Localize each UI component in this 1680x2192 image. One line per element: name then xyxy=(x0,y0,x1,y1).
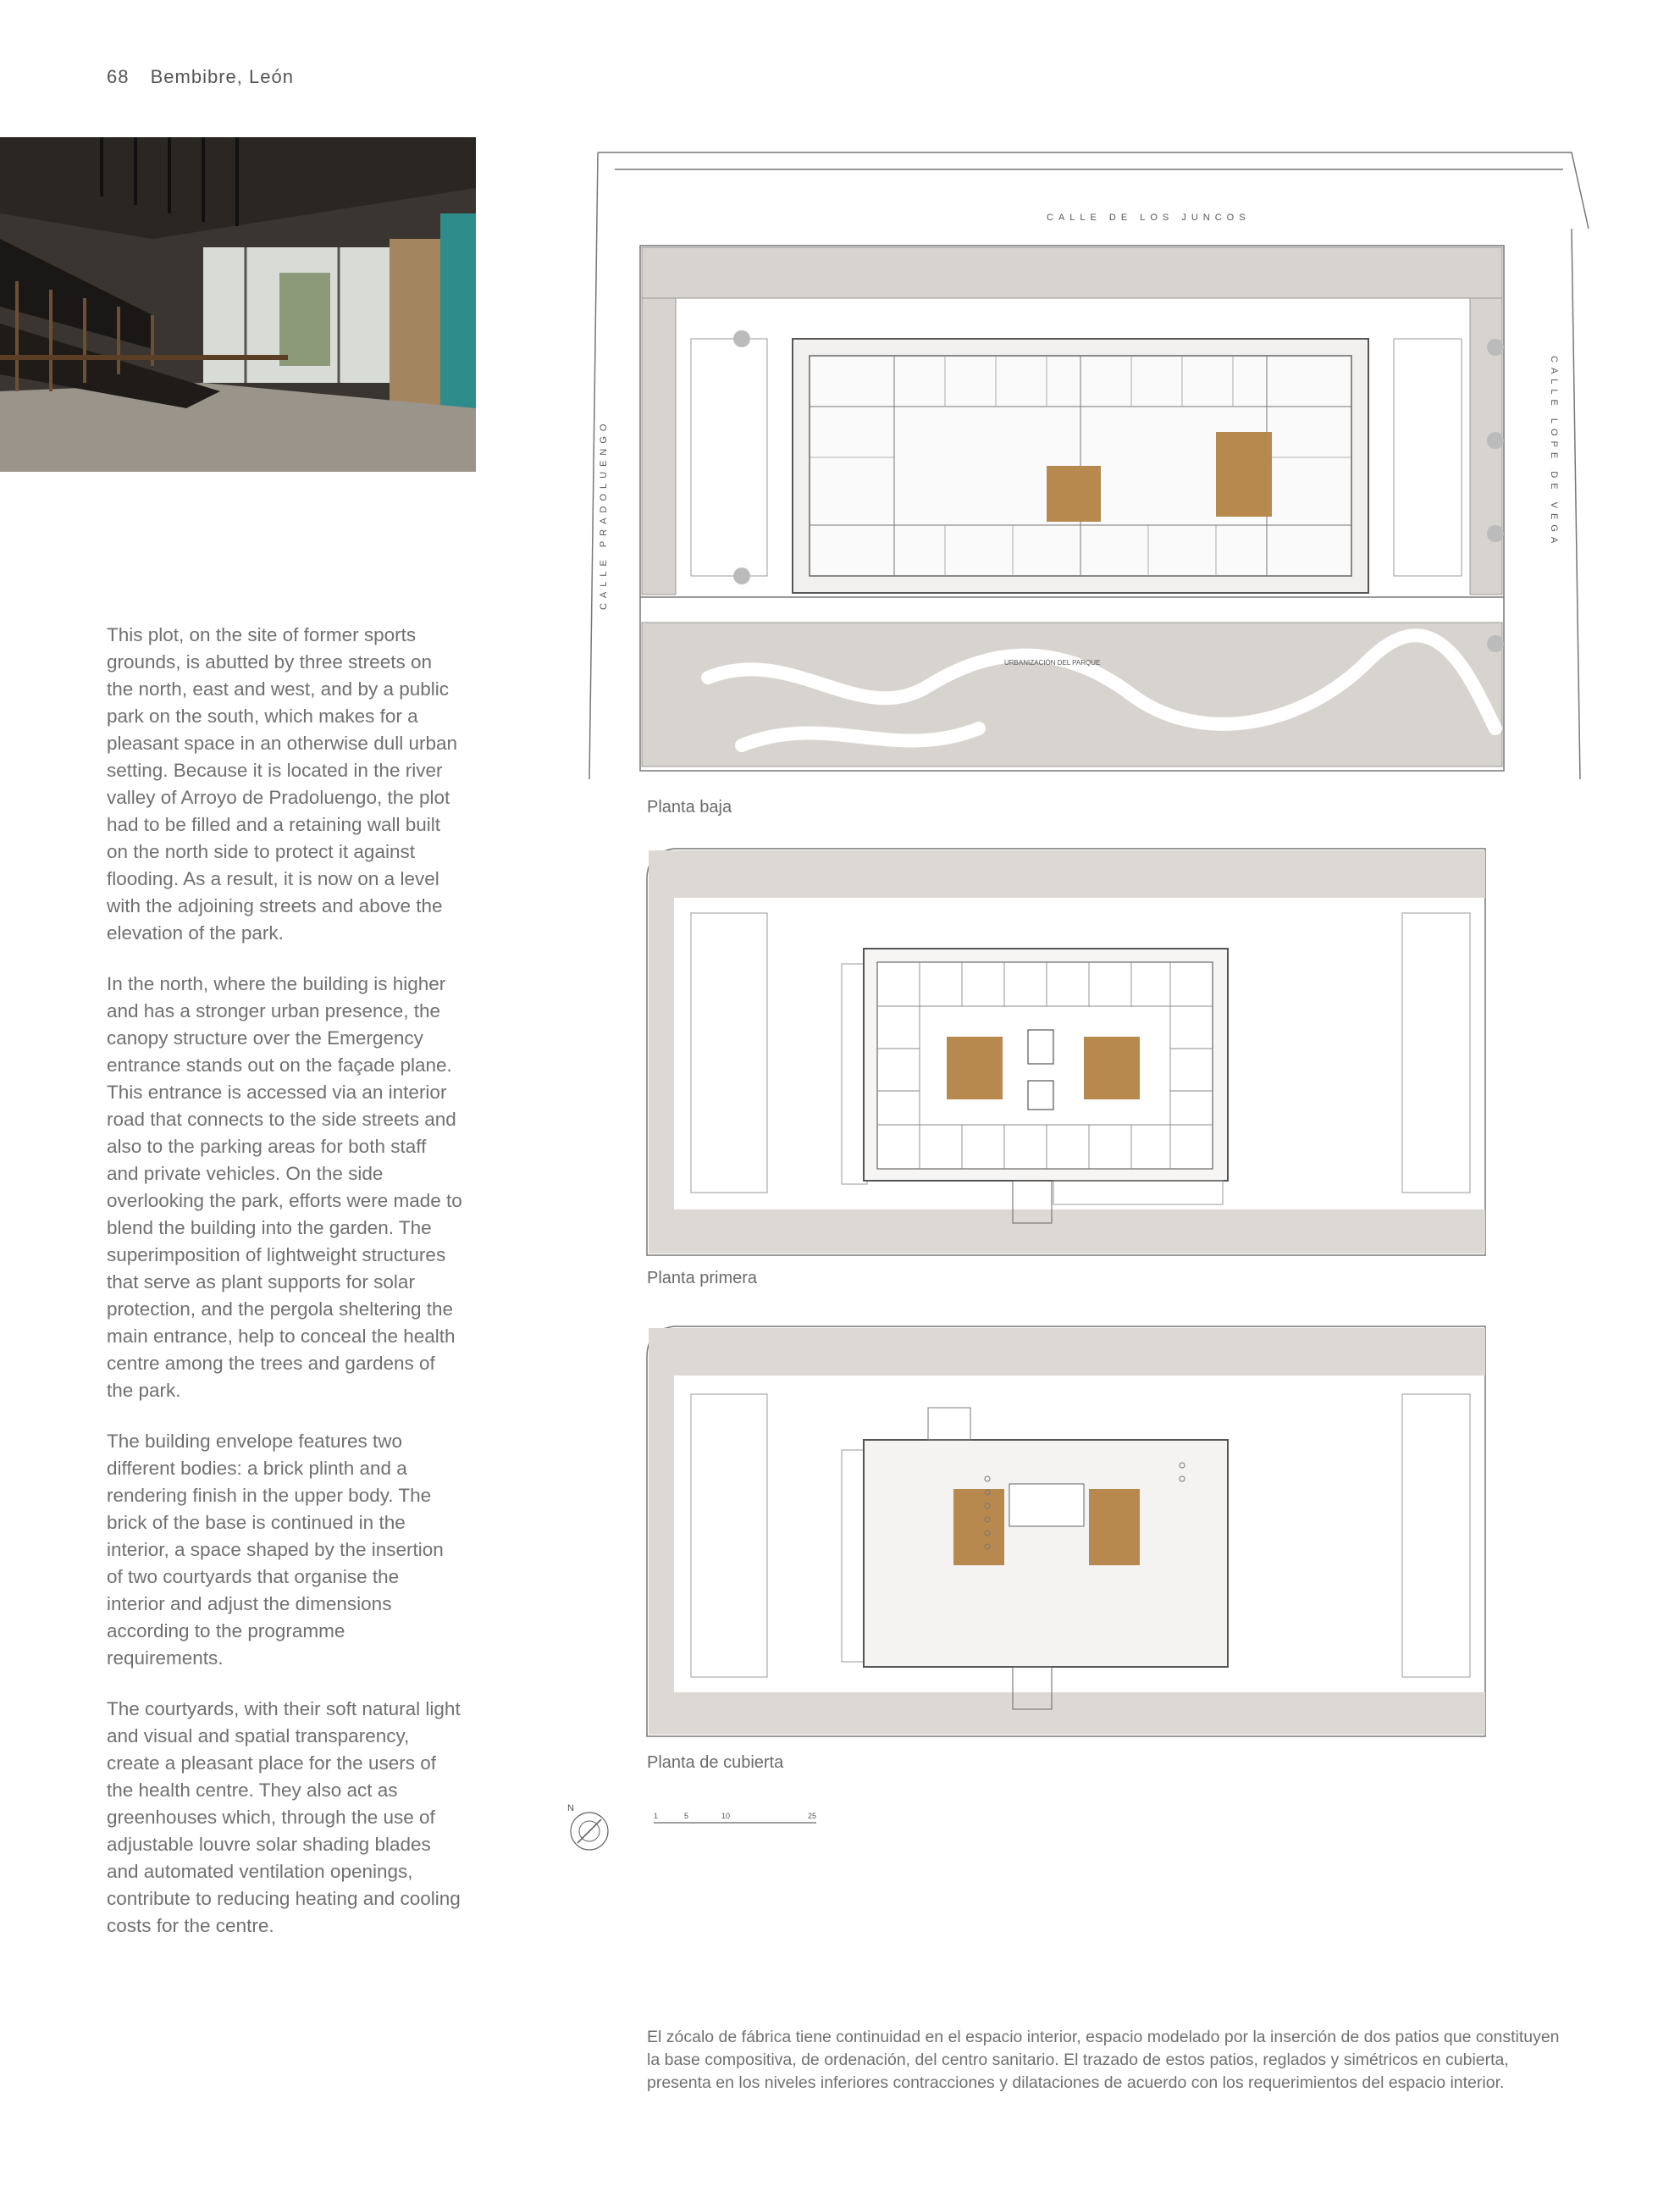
courtyard-east xyxy=(1084,1037,1140,1099)
courtyard-east xyxy=(1216,432,1272,517)
street-north-label: CALLE DE LOS JUNCOS xyxy=(1047,213,1251,223)
ground-floor-plan xyxy=(539,136,1612,779)
page-number: 68 xyxy=(107,66,130,87)
interior-photo xyxy=(0,137,476,472)
scale-tick-25: 25 xyxy=(808,1812,817,1820)
north-label: N xyxy=(567,1803,574,1813)
scale-tick-1: 1 xyxy=(654,1812,659,1820)
body-text xyxy=(107,622,462,1963)
ground-plan-label: Planta baja xyxy=(647,798,732,816)
roof-plan-label: Planta de cubierta xyxy=(647,1753,784,1772)
running-header xyxy=(107,66,294,88)
scale-tick-5: 5 xyxy=(684,1812,689,1820)
courtyard-west xyxy=(1047,466,1101,522)
scale-bar xyxy=(654,1812,816,1823)
plan-legend xyxy=(562,1789,833,1857)
first-plan-label: Planta primera xyxy=(647,1269,758,1287)
paragraph-3: The building envelope features two different bodies: a brick plinth and a rendering finish in the upper body. The brick of the base is continued in the interior, a space shaped by the insertion of two courtyards that organise the interior and adjust the dimensions according to the programme requirements. xyxy=(107,1431,444,1669)
paragraph-4: The courtyards, with their soft natural light and visual and spatial transparency, create a pleasant place for the users of the health centre. They also act as greenhouses which, through the use of adjustable louvre solar shading blades and automated ventilation openings, contribute to reducing heating and cooling costs for the centre. xyxy=(107,1698,461,1936)
paragraph-1: This plot, on the site of former sports grounds, is abutted by three streets on the north, east and west, and by a public park on the south, which makes for a pleasant space in an otherwise dull urban setting. Because it is located in the river valley of Arroyo de Pradoluengo, the plot had to be filled and a retaining wall built on the north side to protect it against flooding. As a result, it is now on a level with the adjoining streets and above the elevation of the park. xyxy=(107,624,458,944)
street-east-label: CALLE LOPE DE VEGA xyxy=(1549,356,1559,549)
courtyard-west xyxy=(947,1037,1003,1099)
location-title: Bembibre, León xyxy=(150,66,294,87)
caption: El zócalo de fábrica tiene continuidad en el espacio interior, espacio modelado por la inserción de dos patios que constituyen la base compositiva, de ordenación, del centro sanitario. El trazado de estos patios, reglados y simétricos en cubierta, presenta en los niveles inferiores contracciones y dilataciones de acuerdo con los requerimientos del espacio interior. xyxy=(647,2028,1560,2092)
paragraph-2: In the north, where the building is higher and has a stronger urban presence, the canopy structure over the Emergency entrance stands out on the façade plane. This entrance is accessed via an interior road that connects to the side streets and also to the parking areas for both staff and private vehicles. On the side overlooking the park, efforts were made to blend the building into the garden. The superimposition of lightweight structures that serve as plant supports for solar protection, and the pergola sheltering the main entrance, help to conceal the health centre among the trees and gardens of the park. xyxy=(107,973,462,1401)
roof-plan xyxy=(640,1323,1495,1741)
park-note: URBANIZACIÓN DEL PARQUE xyxy=(1004,659,1101,667)
scale-tick-10: 10 xyxy=(721,1812,731,1820)
north-arrow-icon xyxy=(567,1803,608,1850)
street-west-label: CALLE PRADOLUENGO xyxy=(599,418,609,610)
first-floor-plan xyxy=(640,845,1495,1260)
